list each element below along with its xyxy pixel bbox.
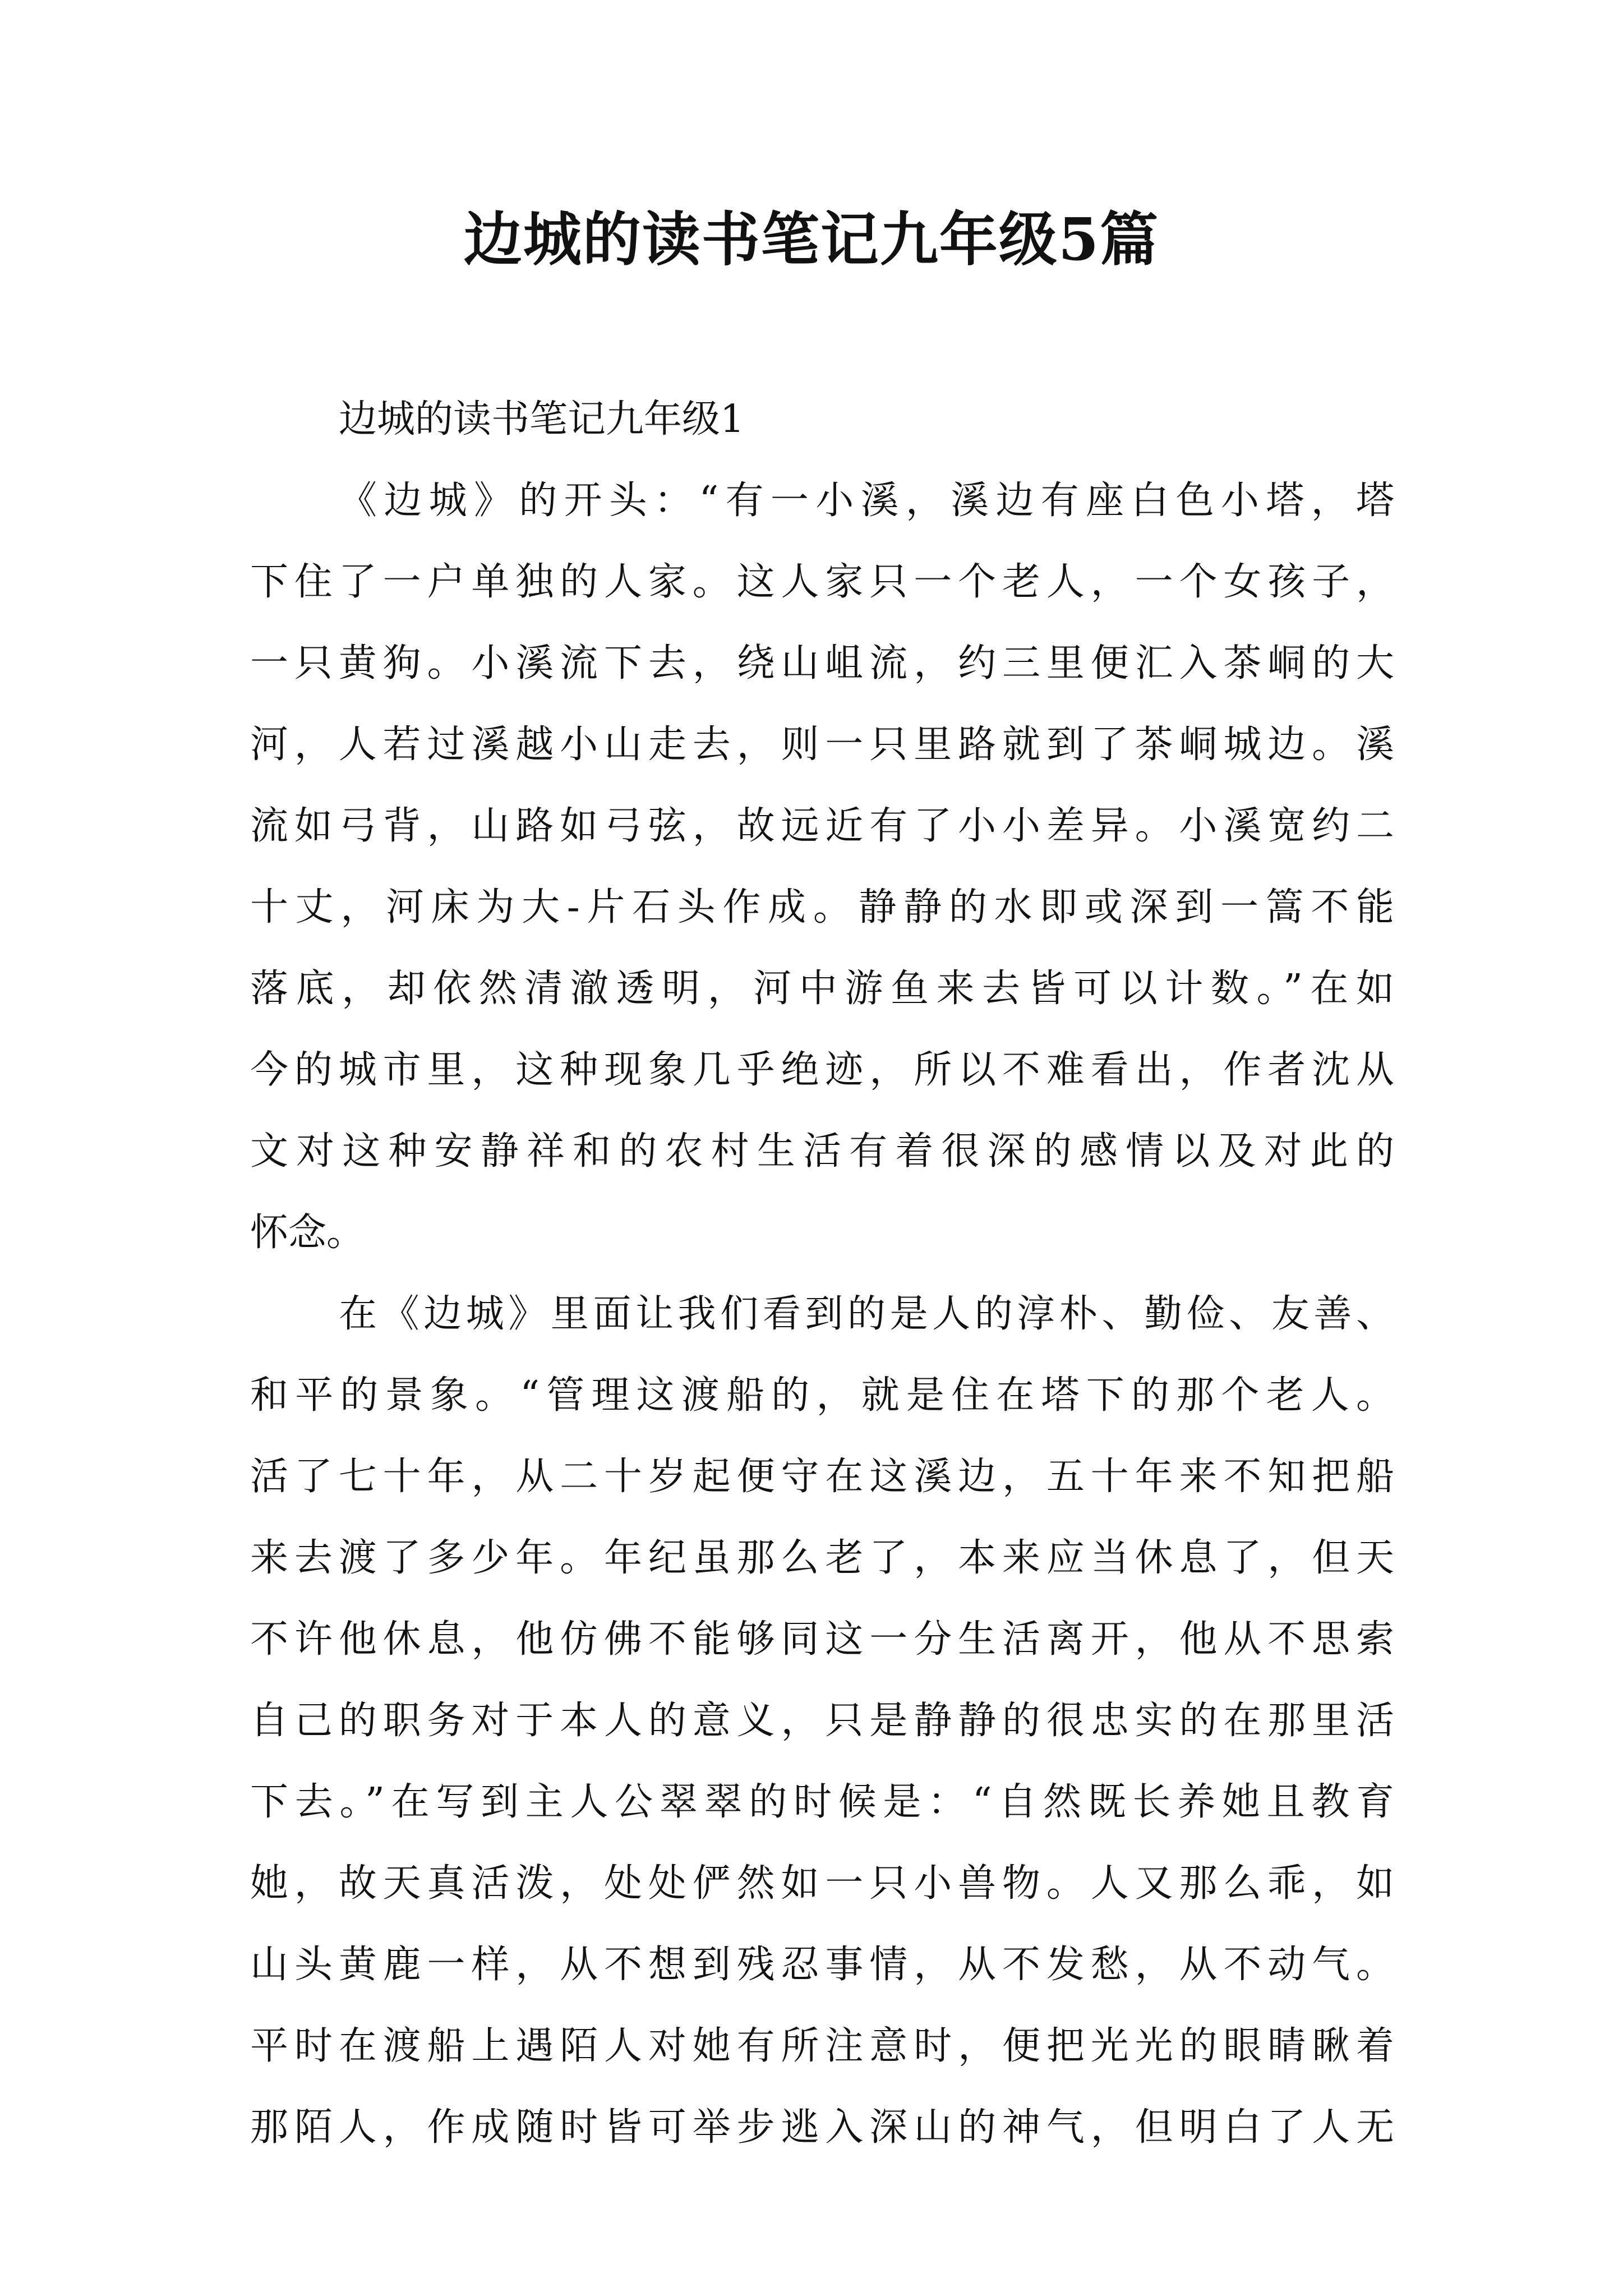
- text-line: 和平的景象。“管理这渡船的，就是住在塔下的那个老人。: [250, 1373, 1394, 1418]
- text-line: 今的城市里，这种现象几乎绝迹，所以不难看出，作者沈从: [250, 1048, 1394, 1092]
- paragraph: [250, 460, 1394, 1273]
- text-line: 《边城》的开头：“有一小溪，溪边有座白色小塔，塔: [339, 478, 1394, 523]
- text-line: 不许他休息，他仿佛不能够同这一分生活离开，他从不思索: [250, 1617, 1394, 1662]
- text-line: 来去渡了多少年。年纪虽那么老了，本来应当休息了，但天: [250, 1536, 1394, 1580]
- text-line: 下住了一户单独的人家。这人家只一个老人，一个女孩子，: [250, 560, 1394, 604]
- text-line: 山头黄鹿一样，从不想到残忍事情，从不发愁，从不动气。: [250, 1943, 1394, 1987]
- text-line: 平时在渡船上遇陌人对她有所注意时，便把光光的眼睛瞅着: [250, 2024, 1394, 2068]
- text-line: 在《边城》里面让我们看到的是人的淳朴、勤俭、友善、: [339, 1292, 1394, 1336]
- document-body: [250, 379, 1394, 2168]
- text-line: 河，人若过溪越小山走去，则一只里路就到了茶峒城边。溪: [250, 723, 1394, 767]
- text-line: 她，故天真活泼，处处俨然如一只小兽物。人又那么乖，如: [250, 1861, 1394, 1906]
- text-line: 活了七十年，从二十岁起便守在这溪边，五十年来不知把船: [250, 1455, 1394, 1499]
- text-line: 怀念。: [250, 1211, 365, 1255]
- paragraph: [250, 1273, 1394, 2168]
- text-line: 自己的职务对于本人的意义，只是静静的很忠实的在那里活: [250, 1699, 1394, 1743]
- text-line: 文对这种安静祥和的农村生活有着很深的感情以及对此的: [250, 1129, 1394, 1174]
- text-line: 那陌人，作成随时皆可举步逃入深山的神气，但明白了人无: [250, 2105, 1394, 2150]
- text-line: 十丈，河床为大-片石头作成。静静的水即或深到一篙不能: [250, 885, 1394, 930]
- document-title: 边城的读书笔记九年级5篇: [463, 205, 1160, 274]
- text-line: 流如弓背，山路如弓弦，故远近有了小小差异。小溪宽约二: [250, 804, 1394, 848]
- text-line: 下去。”在写到主人公翠翠的时候是：“自然既长养她且教育: [250, 1780, 1394, 1824]
- text-line: 落底，却依然清澈透明，河中游鱼来去皆可以计数。”在如: [250, 967, 1394, 1011]
- text-line: 一只黄狗。小溪流下去，绕山岨流，约三里便汇入茶峒的大: [250, 641, 1394, 685]
- section-heading: 边城的读书笔记九年级1: [339, 397, 745, 441]
